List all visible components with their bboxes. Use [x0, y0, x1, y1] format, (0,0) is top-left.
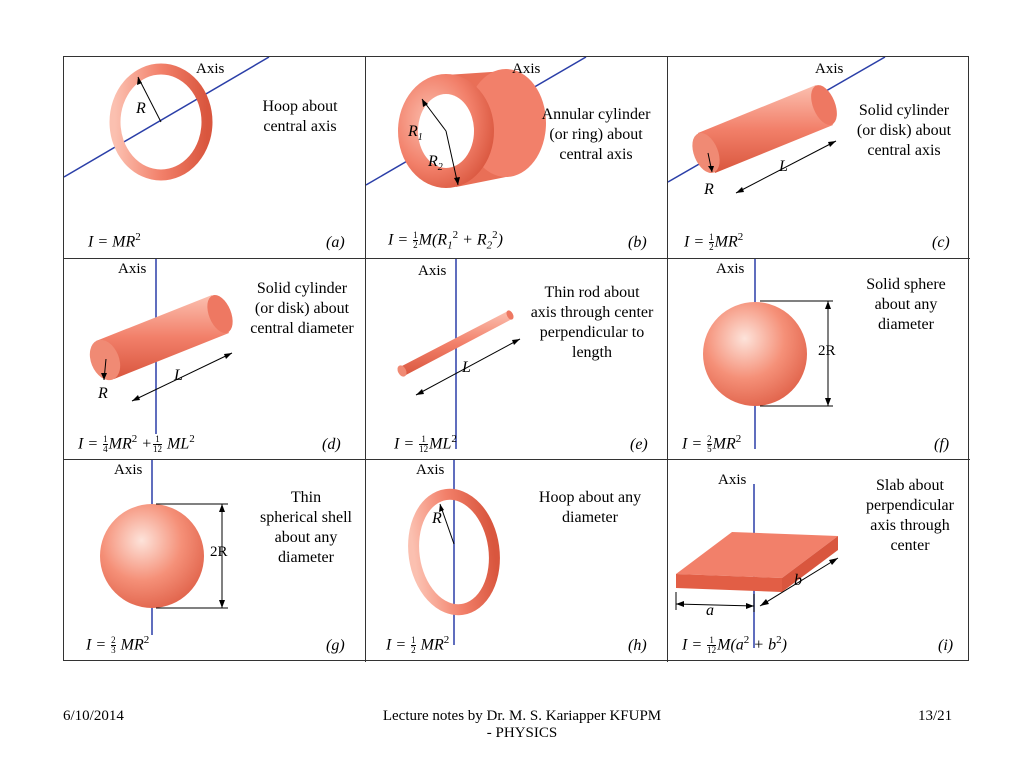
caption-a: Hoop about central axis	[262, 98, 338, 135]
panel-e	[366, 259, 668, 461]
caption-h: Hoop about any diameter	[538, 489, 642, 527]
slide-date: 6/10/2014	[63, 708, 124, 724]
panel-a	[64, 57, 366, 259]
formula-i: I = $\frac{1}{12}$ $M(a^2 + b^2)$	[682, 634, 787, 656]
slide-credit: Lecture notes by Dr. M. S. Kariapper KFUPM - PHYSICS	[382, 708, 662, 741]
caption-c: Solid cylinder (or disk) about central axis	[856, 102, 952, 159]
formula-a: $I = MR^2$	[88, 231, 141, 251]
panel-g	[64, 460, 366, 662]
panel-f	[668, 259, 970, 461]
case-label-c: (c)	[932, 234, 950, 251]
length-label: L	[462, 358, 471, 376]
radius-label: R	[98, 384, 108, 402]
moment-of-inertia-figure	[63, 56, 969, 661]
caption-b: Annular cylinder (or ring) about central axis	[541, 106, 651, 163]
length-label: L	[174, 366, 183, 384]
formula-h: I = $\frac{1}{2}$ $MR^2$	[386, 634, 450, 656]
length-label: L	[779, 158, 788, 175]
panel-c	[668, 57, 970, 259]
hoop-central-axis-diagram	[64, 57, 366, 259]
caption-i: Slab about perpendicular axis through center	[866, 477, 954, 555]
case-label-i: (i)	[938, 637, 954, 655]
case-label-g: (g)	[326, 637, 345, 655]
width-a-dimension	[676, 604, 754, 606]
formula-f: I = $\frac{2}{5}$ $MR^2$	[682, 432, 742, 454]
axis-label: Axis	[716, 260, 745, 277]
panel-b	[366, 57, 668, 259]
axis-label: Axis	[718, 472, 747, 489]
a-label: a	[706, 602, 714, 620]
caption-d: Solid cylinder (or disk) about central diameter	[250, 279, 354, 337]
axis-label: Axis	[196, 61, 225, 77]
inner-radius-label: $R_1$	[408, 123, 423, 144]
caption-f: Solid sphere about any diameter	[866, 275, 946, 333]
radius-label: R	[432, 510, 442, 528]
caption-e: Thin rod about axis through center perpendicular to length	[530, 283, 654, 361]
case-label-f: (f)	[934, 435, 950, 453]
case-label-d: (d)	[322, 435, 341, 453]
panel-h	[366, 460, 668, 662]
axis-label: Axis	[118, 260, 147, 277]
axis-label: Axis	[512, 61, 541, 77]
diameter-label: 2R	[818, 342, 836, 359]
axis-label: Axis	[114, 462, 143, 479]
formula-g: I = $\frac{2}{3}$ $MR^2$	[86, 634, 150, 656]
sphere-shape	[703, 302, 807, 406]
axis-label: Axis	[416, 462, 445, 479]
case-label-a: (a)	[326, 234, 345, 251]
axis-label: Axis	[418, 262, 447, 279]
panel-i	[668, 460, 970, 662]
diameter-label: 2R	[210, 544, 228, 561]
case-label-e: (e)	[630, 435, 648, 453]
panel-d	[64, 259, 366, 461]
b-label: b	[794, 572, 802, 590]
caption-g: Thin spherical shell about any diameter	[260, 489, 352, 567]
outer-radius-label: $R_2$	[428, 153, 443, 174]
formula-d: I = $\frac{1}{4}$ $MR^2$ + $\frac{1}{12}$ $ML^2$	[78, 432, 195, 454]
shell-shape	[100, 504, 204, 608]
formula-b: I = $\frac{1}{2}$ $M(R_1^2 + R_2^2)$	[388, 229, 503, 252]
case-label-b: (b)	[628, 234, 647, 251]
formula-e: I = $\frac{1}{12}$ $ML^2$	[394, 432, 457, 454]
slide-number: 13/21	[918, 708, 953, 724]
axis-label: Axis	[815, 61, 844, 77]
formula-c: I = $\frac{1}{2}$ $MR^2$	[684, 231, 744, 253]
rotation-axis-line	[64, 57, 269, 177]
case-label-h: (h)	[628, 637, 647, 655]
radius-label: R	[136, 100, 146, 117]
radius-label: R	[704, 181, 714, 198]
